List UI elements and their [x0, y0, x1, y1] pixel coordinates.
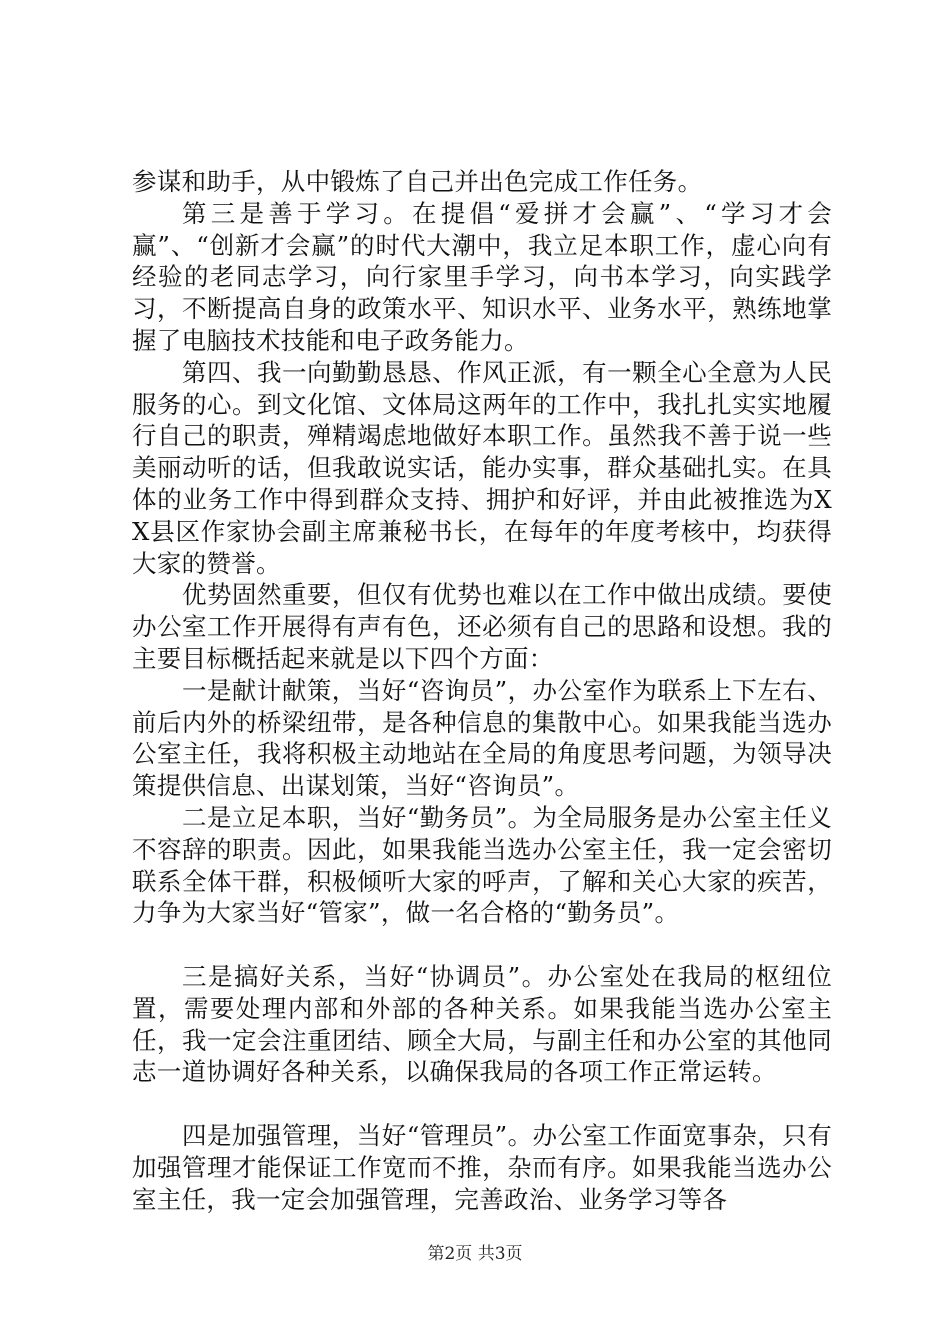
paragraph-continuation: 参谋和助手，从中锻炼了自己并出色完成工作任务。: [132, 167, 703, 196]
paragraph-work-style: 第四、我一向勤勤恳恳、作风正派，有一颗全心全意为人民服务的心。到文化馆、文体局这两年的工作中，我扎扎实实地履行自己的职责，殚精竭虑地做好本职工作。虽然我不善于说一些美丽动听的话，但我敢说实话，能办实事，群众基础扎实。在具体的业务工作中得到群众支持、拥护和好评，并由此被推选为XX县区作家协会副主席兼秘书长，在每年的年度考核中，均获得大家的赞誉。: [132, 357, 832, 578]
paragraph-gap: [132, 1088, 832, 1120]
page-number-footer: 第2页 共3页: [427, 1244, 523, 1264]
paragraph-learning: 第三是善于学习。在提倡“爱拼才会赢”、“学习才会赢”、“创新才会赢”的时代大潮中，我立足本职工作，虚心向有经验的老同志学习，向行家里手学习，向书本学习，向实践学习，不断提高自身的政策水平、知识水平、业务水平，熟练地掌握了电脑技术技能和电子政务能力。: [132, 198, 832, 355]
paragraph-goal-manager: 四是加强管理，当好“管理员”。办公室工作面宽事杂，只有加强管理才能保证工作宽而不推，杂而有序。如果我能当选办公室主任，我一定会加强管理，完善政治、业务学习等各: [132, 1120, 832, 1214]
paragraph-goal-consultant: 一是献计献策，当好“咨询员”，办公室作为联系上下左右、前后内外的桥梁纽带，是各种信息的集散中心。如果我能当选办公室主任，我将积极主动地站在全局的角度思考问题，为领导决策提供信息、出谋划策，当好“咨询员”。: [132, 675, 832, 801]
document-body: [132, 166, 832, 1215]
paragraph-goals-intro: 优势固然重要，但仅有优势也难以在工作中做出成绩。要使办公室工作开展得有声有色，还必须有自己的思路和设想。我的主要目标概括起来就是以下四个方面：: [132, 580, 832, 673]
paragraph-goal-coordinator: 三是搞好关系，当好“协调员”。办公室处在我局的枢纽位置，需要处理内部和外部的各种关系。如果我能当选办公室主任，我一定会注重团结、顾全大局，与副主任和办公室的其他同志一道协调好各种关系，以确保我局的各项工作正常运转。: [132, 961, 832, 1087]
paragraph-goal-service: 二是立足本职，当好“勤务员”。为全局服务是办公室主任义不容辞的职责。因此，如果我能当选办公室主任，我一定会密切联系全体干群，积极倾听大家的呼声，了解和关心大家的疾苦，力争为大家当好“管家”，做一名合格的“勤务员”。: [132, 802, 832, 928]
paragraph-gap: [132, 929, 832, 961]
